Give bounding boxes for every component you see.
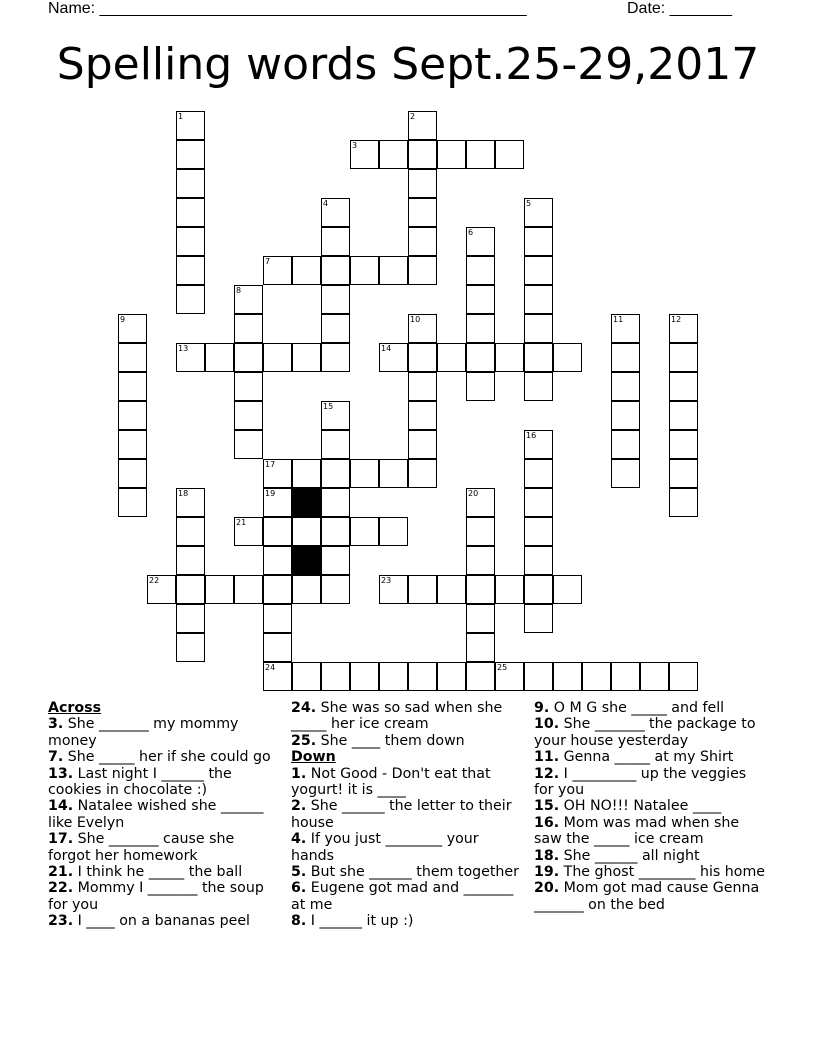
- clue-text: Genna _____ at my Shirt: [559, 749, 734, 766]
- clue-text: She ______ the letter to their house: [291, 798, 512, 831]
- clue-column-2: [291, 700, 523, 930]
- grid-cell[interactable]: [321, 575, 350, 604]
- grid-cell[interactable]: [292, 343, 321, 372]
- grid-cell[interactable]: [524, 488, 553, 517]
- cell-number: 1: [178, 112, 184, 121]
- grid-cell[interactable]: [234, 314, 263, 343]
- grid-cell[interactable]: [118, 430, 147, 459]
- clue-item: [48, 766, 280, 799]
- grid-cell[interactable]: [408, 662, 437, 691]
- grid-cell[interactable]: [205, 343, 234, 372]
- clue-number: 17.: [48, 831, 74, 848]
- grid-cell[interactable]: [263, 517, 292, 546]
- clue-number: 8.: [291, 913, 307, 930]
- grid-cell[interactable]: [495, 662, 524, 691]
- cell-number: 9: [120, 315, 126, 324]
- clue-number: 18.: [534, 847, 560, 864]
- grid-cell[interactable]: [321, 488, 350, 517]
- clue-text: I think he _____ the ball: [73, 864, 243, 881]
- grid-cell[interactable]: [408, 430, 437, 459]
- clue-text: She ______ all night: [559, 847, 700, 864]
- clue-number: 14.: [48, 798, 74, 815]
- clue-text: If you just ________ your hands: [291, 831, 479, 864]
- grid-cell[interactable]: [234, 401, 263, 430]
- grid-cell[interactable]: [524, 256, 553, 285]
- grid-cell[interactable]: [611, 401, 640, 430]
- grid-cell[interactable]: [437, 662, 466, 691]
- grid-cell[interactable]: [408, 256, 437, 285]
- grid-cell[interactable]: [234, 343, 263, 372]
- grid-cell[interactable]: [466, 343, 495, 372]
- blocked-cell: [292, 546, 321, 575]
- clue-item: [534, 864, 766, 880]
- grid-cell[interactable]: [524, 459, 553, 488]
- grid-cell[interactable]: [379, 575, 408, 604]
- clue-item: [534, 798, 766, 814]
- cell-number: 25: [497, 663, 508, 672]
- clue-item: [291, 766, 523, 799]
- grid-cell[interactable]: [176, 517, 205, 546]
- clue-text: Mommy I _______ the soup for you: [48, 880, 264, 913]
- cell-number: 14: [381, 344, 392, 353]
- clue-item: [291, 798, 523, 831]
- cell-number: 2: [410, 112, 416, 121]
- clue-text: I _________ up the veggies for you: [534, 765, 747, 799]
- grid-cell[interactable]: [321, 343, 350, 372]
- clue-number: 25.: [291, 732, 317, 749]
- clue-item: [534, 815, 766, 848]
- grid-cell[interactable]: [495, 575, 524, 604]
- grid-cell[interactable]: [611, 662, 640, 691]
- clue-number: 9.: [534, 700, 550, 716]
- clue-text: She was so sad when she _____ her ice cream: [291, 700, 503, 733]
- grid-cell[interactable]: [466, 662, 495, 691]
- grid-cell[interactable]: [321, 314, 350, 343]
- grid-cell[interactable]: [466, 256, 495, 285]
- date-field[interactable]: Date: _______: [627, 0, 732, 17]
- grid-cell[interactable]: [408, 314, 437, 343]
- grid-cell[interactable]: [205, 575, 234, 604]
- grid-cell[interactable]: [321, 198, 350, 227]
- grid-cell[interactable]: [321, 256, 350, 285]
- cell-number: 22: [149, 576, 160, 585]
- grid-cell[interactable]: [176, 227, 205, 256]
- grid-cell[interactable]: [553, 662, 582, 691]
- cell-number: 12: [671, 315, 682, 324]
- clue-item: [48, 716, 280, 749]
- grid-cell[interactable]: [263, 662, 292, 691]
- grid-cell[interactable]: [118, 401, 147, 430]
- clue-number: 4.: [291, 831, 307, 848]
- clue-item: [534, 716, 766, 749]
- grid-cell[interactable]: [524, 343, 553, 372]
- clue-item: [48, 831, 280, 864]
- grid-cell[interactable]: [669, 401, 698, 430]
- grid-cell[interactable]: [234, 517, 263, 546]
- clue-number: 10.: [534, 716, 560, 733]
- grid-cell[interactable]: [669, 662, 698, 691]
- grid-cell[interactable]: [263, 604, 292, 633]
- grid-cell[interactable]: [379, 662, 408, 691]
- grid-cell[interactable]: [408, 575, 437, 604]
- cell-number: 4: [323, 199, 329, 208]
- grid-cell[interactable]: [611, 459, 640, 488]
- blocked-cell: [292, 488, 321, 517]
- clue-number: 2.: [291, 798, 307, 815]
- grid-cell[interactable]: [234, 372, 263, 401]
- cell-number: 11: [613, 315, 624, 324]
- grid-cell[interactable]: [466, 517, 495, 546]
- grid-cell[interactable]: [524, 546, 553, 575]
- clue-number: 6.: [291, 880, 307, 897]
- grid-cell[interactable]: [292, 662, 321, 691]
- grid-cell[interactable]: [176, 575, 205, 604]
- grid-cell[interactable]: [176, 633, 205, 662]
- cell-number: 19: [265, 489, 276, 498]
- clue-number: 11.: [534, 749, 560, 766]
- grid-cell[interactable]: [466, 633, 495, 662]
- grid-cell[interactable]: [176, 285, 205, 314]
- grid-cell[interactable]: [176, 256, 205, 285]
- cell-number: 24: [265, 663, 276, 672]
- clue-text: Natalee wished she ______ like Evelyn: [48, 798, 264, 831]
- grid-cell[interactable]: [466, 285, 495, 314]
- grid-cell[interactable]: [379, 256, 408, 285]
- grid-cell[interactable]: [466, 546, 495, 575]
- clue-item: [291, 831, 523, 864]
- grid-cell[interactable]: [292, 517, 321, 546]
- grid-cell[interactable]: [582, 662, 611, 691]
- grid-cell[interactable]: [350, 662, 379, 691]
- grid-cell[interactable]: [176, 140, 205, 169]
- clue-number: 23.: [48, 913, 74, 930]
- grid-cell[interactable]: [176, 343, 205, 372]
- grid-cell[interactable]: [176, 198, 205, 227]
- cell-number: 23: [381, 576, 392, 585]
- grid-cell[interactable]: [408, 401, 437, 430]
- cell-number: 8: [236, 286, 242, 295]
- clue-item: [534, 880, 766, 913]
- grid-cell[interactable]: [350, 256, 379, 285]
- grid-cell[interactable]: [263, 488, 292, 517]
- grid-cell[interactable]: [408, 111, 437, 140]
- clue-number: 13.: [48, 765, 74, 782]
- cell-number: 5: [526, 199, 532, 208]
- grid-cell[interactable]: [263, 343, 292, 372]
- grid-cell[interactable]: [321, 285, 350, 314]
- grid-cell[interactable]: [263, 256, 292, 285]
- grid-cell[interactable]: [408, 198, 437, 227]
- grid-cell[interactable]: [524, 662, 553, 691]
- grid-cell[interactable]: [524, 517, 553, 546]
- grid-cell[interactable]: [437, 343, 466, 372]
- grid-cell[interactable]: [292, 256, 321, 285]
- grid-cell[interactable]: [118, 343, 147, 372]
- grid-cell[interactable]: [669, 343, 698, 372]
- clue-text: Not Good - Don't eat that yogurt! it is ____: [291, 765, 491, 799]
- grid-cell[interactable]: [466, 314, 495, 343]
- grid-cell[interactable]: [524, 285, 553, 314]
- clue-text: She _______ the package to your house yesterday: [534, 716, 756, 749]
- cell-number: 10: [410, 315, 421, 324]
- grid-cell[interactable]: [524, 575, 553, 604]
- cell-number: 13: [178, 344, 189, 353]
- grid-cell[interactable]: [553, 343, 582, 372]
- grid-cell[interactable]: [408, 343, 437, 372]
- grid-cell[interactable]: [234, 575, 263, 604]
- name-field[interactable]: Name: ________________________________________________: [48, 0, 527, 17]
- clue-text: But she ______ them together: [306, 864, 519, 881]
- grid-cell[interactable]: [292, 575, 321, 604]
- grid-cell[interactable]: [147, 575, 176, 604]
- grid-cell[interactable]: [524, 314, 553, 343]
- clue-text: She _______ cause she forgot her homework: [48, 831, 235, 864]
- clue-text: She ____ them down: [316, 732, 465, 749]
- grid-cell[interactable]: [321, 459, 350, 488]
- grid-cell[interactable]: [408, 140, 437, 169]
- grid-cell[interactable]: [118, 459, 147, 488]
- grid-cell[interactable]: [350, 517, 379, 546]
- clue-item: [534, 848, 766, 864]
- grid-cell[interactable]: [640, 662, 669, 691]
- clue-item: [48, 864, 280, 880]
- clue-column-1: [48, 700, 280, 930]
- clue-text: Eugene got mad and _______ at me: [291, 880, 514, 913]
- grid-cell[interactable]: [524, 227, 553, 256]
- clue-number: 20.: [534, 880, 560, 897]
- clue-number: 22.: [48, 880, 74, 897]
- clue-item: [291, 913, 523, 929]
- grid-cell[interactable]: [263, 459, 292, 488]
- grid-cell[interactable]: [669, 430, 698, 459]
- grid-cell[interactable]: [118, 314, 147, 343]
- grid-cell[interactable]: [176, 604, 205, 633]
- grid-cell[interactable]: [466, 604, 495, 633]
- grid-cell[interactable]: [611, 430, 640, 459]
- grid-cell[interactable]: [669, 488, 698, 517]
- clue-item: [48, 798, 280, 831]
- grid-cell[interactable]: [321, 662, 350, 691]
- clue-item: [48, 749, 280, 765]
- grid-cell[interactable]: [263, 575, 292, 604]
- clue-text: I ____ on a bananas peel: [73, 913, 250, 930]
- grid-cell[interactable]: [524, 372, 553, 401]
- grid-cell[interactable]: [234, 285, 263, 314]
- clue-number: 5.: [291, 864, 307, 881]
- grid-cell[interactable]: [524, 198, 553, 227]
- page-title: Spelling words Sept.25-29,2017: [56, 39, 760, 90]
- across-heading: Across: [48, 700, 102, 716]
- grid-cell[interactable]: [292, 459, 321, 488]
- grid-cell[interactable]: [176, 546, 205, 575]
- clue-number: 7.: [48, 749, 64, 766]
- grid-cell[interactable]: [669, 314, 698, 343]
- clue-number: 12.: [534, 765, 560, 782]
- grid-cell[interactable]: [176, 488, 205, 517]
- grid-cell[interactable]: [408, 459, 437, 488]
- grid-cell[interactable]: [379, 517, 408, 546]
- cell-number: 20: [468, 489, 479, 498]
- clue-number: 24.: [291, 700, 317, 716]
- grid-cell[interactable]: [176, 169, 205, 198]
- clue-number: 16.: [534, 814, 560, 831]
- grid-cell[interactable]: [553, 575, 582, 604]
- clue-item: [291, 880, 523, 913]
- clue-text: Mom was mad when she saw the _____ ice cream: [534, 814, 740, 848]
- grid-cell[interactable]: [234, 430, 263, 459]
- clue-item: [291, 864, 523, 880]
- grid-cell[interactable]: [524, 430, 553, 459]
- grid-cell[interactable]: [321, 401, 350, 430]
- clue-item: [291, 700, 523, 733]
- grid-cell[interactable]: [350, 140, 379, 169]
- grid-cell[interactable]: [466, 575, 495, 604]
- grid-cell[interactable]: [466, 227, 495, 256]
- grid-cell[interactable]: [321, 517, 350, 546]
- clue-number: 1.: [291, 765, 307, 782]
- grid-cell[interactable]: [379, 343, 408, 372]
- grid-cell[interactable]: [524, 604, 553, 633]
- cell-number: 17: [265, 460, 276, 469]
- grid-cell[interactable]: [321, 227, 350, 256]
- grid-cell[interactable]: [379, 459, 408, 488]
- clue-column-3: [534, 700, 766, 913]
- grid-cell[interactable]: [379, 140, 408, 169]
- cell-number: 16: [526, 431, 537, 440]
- clue-text: The ghost ________ his home: [559, 864, 766, 881]
- clue-item: [534, 749, 766, 765]
- grid-cell[interactable]: [466, 372, 495, 401]
- clue-text: Mom got mad cause Genna _______ on the bed: [534, 880, 760, 913]
- grid-cell[interactable]: [263, 633, 292, 662]
- clue-item: [48, 880, 280, 913]
- grid-cell[interactable]: [611, 343, 640, 372]
- grid-cell[interactable]: [118, 372, 147, 401]
- clue-item: [48, 913, 280, 929]
- clue-number: 21.: [48, 864, 74, 881]
- grid-cell[interactable]: [437, 140, 466, 169]
- grid-cell[interactable]: [495, 343, 524, 372]
- grid-cell[interactable]: [176, 111, 205, 140]
- grid-cell[interactable]: [350, 459, 379, 488]
- cell-number: 18: [178, 489, 189, 498]
- clue-text: O M G she _____ and fell: [549, 700, 725, 716]
- grid-cell[interactable]: [669, 372, 698, 401]
- clue-item: [534, 700, 766, 716]
- clue-text: She _____ her if she could go: [63, 749, 271, 766]
- cell-number: 21: [236, 518, 247, 527]
- clue-number: 3.: [48, 716, 64, 733]
- grid-cell[interactable]: [408, 372, 437, 401]
- clue-number: 19.: [534, 864, 560, 881]
- cell-number: 15: [323, 402, 334, 411]
- grid-cell[interactable]: [495, 140, 524, 169]
- grid-cell[interactable]: [611, 314, 640, 343]
- grid-cell[interactable]: [611, 372, 640, 401]
- clue-text: She _______ my mommy money: [48, 716, 239, 749]
- clue-item: [534, 766, 766, 799]
- grid-cell[interactable]: [408, 227, 437, 256]
- clue-text: Last night I ______ the cookies in chocolate :): [48, 765, 232, 799]
- grid-cell[interactable]: [437, 575, 466, 604]
- clue-item: [291, 733, 523, 749]
- grid-cell[interactable]: [466, 488, 495, 517]
- down-heading: Down: [291, 749, 336, 766]
- cell-number: 7: [265, 257, 271, 266]
- clue-text: OH NO!!! Natalee ____: [559, 798, 722, 815]
- grid-cell[interactable]: [321, 430, 350, 459]
- grid-cell[interactable]: [321, 546, 350, 575]
- grid-cell[interactable]: [118, 488, 147, 517]
- grid-cell[interactable]: [263, 546, 292, 575]
- cell-number: 6: [468, 228, 474, 237]
- cell-number: 3: [352, 141, 358, 150]
- clue-text: I ______ it up :): [306, 913, 414, 930]
- grid-cell[interactable]: [466, 140, 495, 169]
- grid-cell[interactable]: [669, 459, 698, 488]
- grid-cell[interactable]: [408, 169, 437, 198]
- clue-number: 15.: [534, 798, 560, 815]
